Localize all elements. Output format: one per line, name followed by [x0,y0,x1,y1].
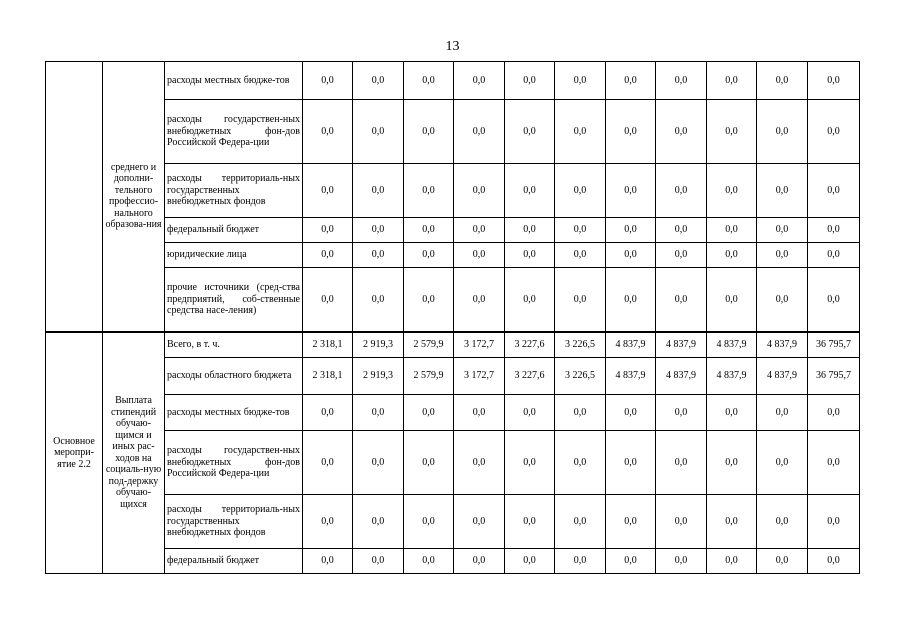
funding-source-cell: федеральный бюджет [165,549,303,574]
value-cell: 0,0 [757,243,808,268]
table-row [46,431,860,495]
table-row [46,164,860,218]
value-cell: 0,0 [454,549,505,574]
value-cell: 0,0 [353,431,404,495]
value-cell: 0,0 [303,243,353,268]
value-cell: 0,0 [808,431,860,495]
value-cell: 0,0 [555,268,606,332]
value-cell: 2 919,3 [353,358,404,395]
value-cell: 0,0 [353,395,404,431]
value-cell: 0,0 [707,164,757,218]
value-cell: 0,0 [303,495,353,549]
funding-source-cell: расходы государствен-ных внебюджетных фон-дов Российской Федера-ции [165,431,303,495]
value-cell: 0,0 [353,100,404,164]
value-cell: 0,0 [707,495,757,549]
value-cell: 0,0 [303,62,353,100]
funding-source-cell: расходы местных бюдже-тов [165,395,303,431]
value-cell: 0,0 [505,549,555,574]
value-cell: 0,0 [505,395,555,431]
value-cell: 0,0 [505,243,555,268]
value-cell: 0,0 [606,62,656,100]
value-cell: 0,0 [353,268,404,332]
value-cell: 0,0 [505,268,555,332]
table-row [46,395,860,431]
funding-source-cell: расходы территориаль-ных государственных внебюджетных фондов [165,164,303,218]
value-cell: 3 227,6 [505,358,555,395]
value-cell: 0,0 [656,549,707,574]
value-cell: 0,0 [353,243,404,268]
value-cell: 0,0 [404,268,454,332]
value-cell: 0,0 [656,495,707,549]
table-row [46,62,860,100]
table-row [46,218,860,243]
value-cell: 0,0 [454,243,505,268]
value-cell: 0,0 [555,243,606,268]
value-cell: 0,0 [707,218,757,243]
value-cell: 2 318,1 [303,358,353,395]
value-cell: 0,0 [656,243,707,268]
table-row [46,495,860,549]
value-cell: 0,0 [404,164,454,218]
value-cell: 0,0 [656,268,707,332]
value-cell: 0,0 [757,62,808,100]
value-cell: 0,0 [656,164,707,218]
value-cell: 0,0 [606,164,656,218]
value-cell: 2 579,9 [404,358,454,395]
value-cell: 0,0 [808,218,860,243]
value-cell: 0,0 [555,395,606,431]
value-cell: 4 837,9 [757,358,808,395]
value-cell: 4 837,9 [606,358,656,395]
value-cell: 0,0 [555,549,606,574]
value-cell: 0,0 [454,395,505,431]
value-cell: 0,0 [555,100,606,164]
page-number: 13 [445,39,460,54]
table-row [46,549,860,574]
value-cell: 0,0 [505,495,555,549]
value-cell: 2 919,3 [353,332,404,358]
value-cell: 0,0 [757,549,808,574]
value-cell: 0,0 [555,495,606,549]
value-cell: 0,0 [404,218,454,243]
value-cell: 0,0 [505,100,555,164]
value-cell: 36 795,7 [808,358,860,395]
value-cell: 0,0 [505,218,555,243]
value-cell: 0,0 [757,431,808,495]
table-row [46,358,860,395]
value-cell: 0,0 [606,395,656,431]
value-cell: 3 227,6 [505,332,555,358]
funding-source-cell: Всего, в т. ч. [165,332,303,358]
value-cell: 4 837,9 [656,358,707,395]
table-row [46,268,860,332]
funding-source-cell: расходы территориаль-ных государственных внебюджетных фондов [165,495,303,549]
value-cell: 0,0 [505,164,555,218]
value-cell: 0,0 [303,431,353,495]
value-cell: 0,0 [353,549,404,574]
value-cell: 0,0 [808,62,860,100]
value-cell: 4 837,9 [606,332,656,358]
value-cell: 0,0 [656,100,707,164]
value-cell: 3 172,7 [454,332,505,358]
value-cell: 0,0 [303,100,353,164]
value-cell: 0,0 [404,395,454,431]
value-cell: 0,0 [303,268,353,332]
value-cell: 0,0 [707,243,757,268]
value-cell: 0,0 [707,268,757,332]
value-cell: 0,0 [404,495,454,549]
value-cell: 0,0 [454,218,505,243]
table-body [46,62,860,574]
value-cell: 0,0 [454,62,505,100]
value-cell: 0,0 [505,62,555,100]
value-cell: 0,0 [454,268,505,332]
value-cell: 0,0 [808,549,860,574]
table-row [46,332,860,358]
value-cell: 0,0 [555,218,606,243]
value-cell: 0,0 [606,243,656,268]
value-cell: 0,0 [656,395,707,431]
value-cell: 0,0 [454,164,505,218]
value-cell: 4 837,9 [707,358,757,395]
value-cell: 0,0 [606,218,656,243]
measure-name-cell: среднего и дополни-тельного профессио-нального образова-ния [103,62,165,332]
funding-source-cell: расходы местных бюдже-тов [165,62,303,100]
value-cell: 0,0 [808,495,860,549]
value-cell: 3 226,5 [555,358,606,395]
value-cell: 0,0 [404,431,454,495]
value-cell: 0,0 [404,243,454,268]
value-cell: 0,0 [555,164,606,218]
value-cell: 0,0 [808,395,860,431]
value-cell: 0,0 [707,62,757,100]
value-cell: 0,0 [404,549,454,574]
value-cell: 0,0 [303,395,353,431]
value-cell: 0,0 [303,164,353,218]
value-cell: 0,0 [606,549,656,574]
value-cell: 0,0 [454,100,505,164]
value-cell: 0,0 [353,218,404,243]
value-cell: 0,0 [454,495,505,549]
funding-source-cell: юридические лица [165,243,303,268]
value-cell: 2 318,1 [303,332,353,358]
value-cell: 0,0 [757,495,808,549]
value-cell: 0,0 [353,164,404,218]
funding-source-cell: прочие источники (сред-ства предприятий, соб-ственные средства насе-ления) [165,268,303,332]
value-cell: 0,0 [757,100,808,164]
table-row [46,100,860,164]
value-cell: 0,0 [404,100,454,164]
value-cell: 2 579,9 [404,332,454,358]
value-cell: 0,0 [808,100,860,164]
value-cell: 0,0 [808,164,860,218]
funding-source-cell: расходы государствен-ных внебюджетных фон-дов Российской Федера-ции [165,100,303,164]
value-cell: 0,0 [656,218,707,243]
value-cell: 3 226,5 [555,332,606,358]
financing-table [45,61,860,574]
event-cell: Основное меропри-ятие 2.2 [46,332,103,574]
value-cell: 0,0 [555,431,606,495]
value-cell: 4 837,9 [707,332,757,358]
value-cell: 0,0 [555,62,606,100]
value-cell: 0,0 [303,218,353,243]
value-cell: 0,0 [606,495,656,549]
value-cell: 4 837,9 [656,332,707,358]
table-row [46,243,860,268]
value-cell: 0,0 [656,62,707,100]
value-cell: 0,0 [757,268,808,332]
funding-source-cell: расходы областного бюджета [165,358,303,395]
value-cell: 0,0 [757,395,808,431]
value-cell: 0,0 [303,549,353,574]
value-cell: 0,0 [757,218,808,243]
value-cell: 36 795,7 [808,332,860,358]
value-cell: 0,0 [505,431,555,495]
value-cell: 0,0 [757,164,808,218]
value-cell: 4 837,9 [757,332,808,358]
value-cell: 0,0 [353,62,404,100]
value-cell: 0,0 [808,268,860,332]
value-cell: 0,0 [454,431,505,495]
value-cell: 0,0 [707,395,757,431]
value-cell: 0,0 [707,100,757,164]
event-cell [46,62,103,332]
value-cell: 0,0 [606,100,656,164]
value-cell: 0,0 [404,62,454,100]
value-cell: 0,0 [808,243,860,268]
value-cell: 0,0 [606,431,656,495]
value-cell: 0,0 [707,549,757,574]
value-cell: 0,0 [353,495,404,549]
value-cell: 3 172,7 [454,358,505,395]
value-cell: 0,0 [656,431,707,495]
value-cell: 0,0 [606,268,656,332]
funding-source-cell: федеральный бюджет [165,218,303,243]
measure-name-cell: Выплата стипендий обучаю-щимся и иных рас-ходов на социаль-ную под-держку обучаю-щихся [103,332,165,574]
value-cell: 0,0 [707,431,757,495]
